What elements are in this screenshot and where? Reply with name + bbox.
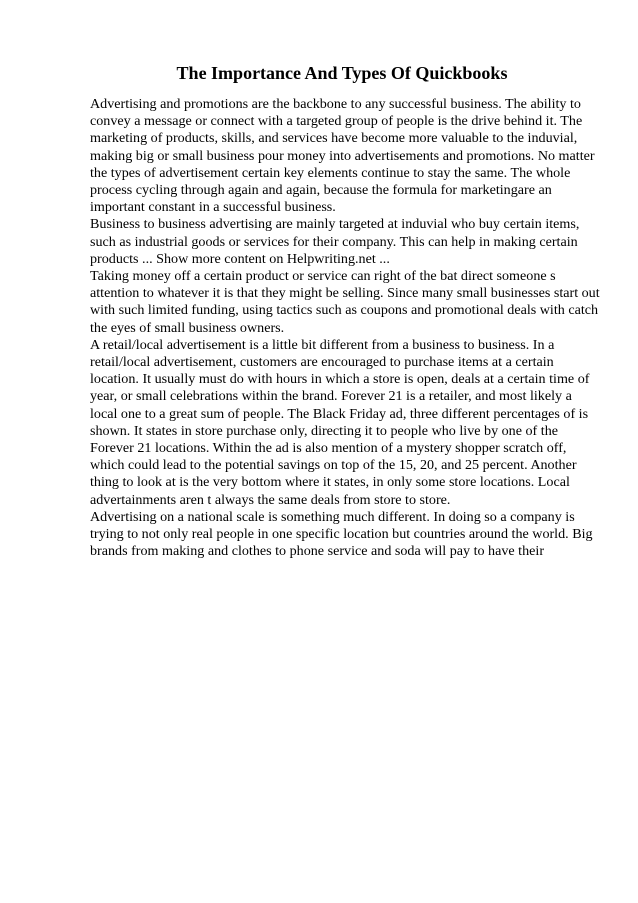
- paragraph-2: Business to business advertising are mainly targeted at induvial who buy certain items, such as industrial goods or services for their company. This can help in making certain products ... Show more content on Helpwriting.net ...: [90, 216, 580, 267]
- paragraph-4: A retail/local advertisement is a little bit different from a business to business. In a retail/local advertisement, customers are encouraged to purchase items at a certain location. It usually must do with hours in which a store is open, deals at a certain time of year, or small celebrations within the brand. Forever 21 is a retailer, and most likely a local one to a great sum of people. The Black Friday ad, three different percentages of is shown. It states in store purchase only, directing it to people who live by one of the Forever 21 locations. Within the ad is also mention of a mystery shopper scratch off, which could lead to the potential savings on top of the 15, 20, and 25 percent. Another thing to look at is the very bottom where it states, in only some store locations. Local advertainments aren t always the same deals from store to store.: [90, 336, 590, 508]
- paragraph-3: Taking money off a certain product or service can right of the bat direct someone s attention to whatever it is that they might be selling. Since many small businesses start out with such limited funding, using tactics such as coupons and promotional deals with catch the eyes of small business owners.: [90, 268, 600, 336]
- document-title: The Importance And Types Of Quickbooks: [176, 63, 508, 83]
- paragraph-5: Advertising on a national scale is something much different. In doing so a company is trying to not only real people in one specific location but countries around the world. Big brands from making and clothes to phone service and soda will pay to have their: [90, 508, 593, 560]
- paragraph-1: Advertising and promotions are the backbone to any successful business. The ability to convey a message or connect with a targeted group of people is the drive behind it. The marketing of products, skills, and services have become more valuable to the induvial, making big or small business pour money into advertisements and promotions. No matter the types of advertisement certain key elements continue to stay the same. The whole process cycling through again and again, because the formula for marketingare an important constant in a successful business.: [90, 96, 595, 216]
- document-body: [90, 96, 600, 560]
